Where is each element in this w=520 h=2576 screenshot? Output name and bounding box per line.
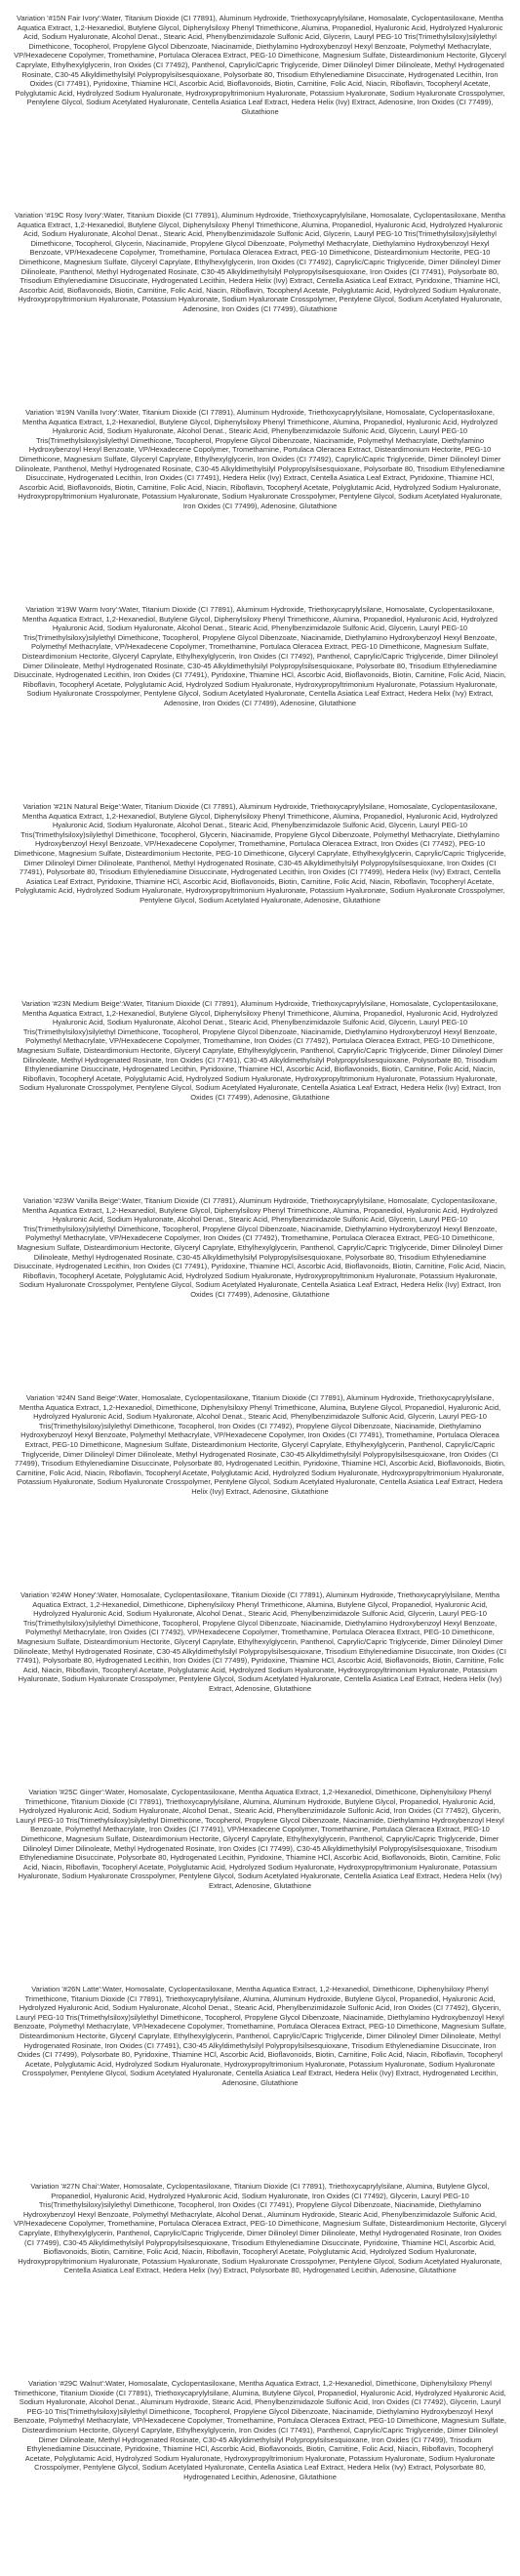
- variation-ingredients-text: Variation '#19W Warm Ivory':Water, Titanium Dioxide (CI 77891), Aluminum Hydroxide, Triethoxycaprylylsilane, Homosalate, Cyclopentasiloxane, Mentha Aquatica Extract, 1,2-Hexanediol, Butylene Glycol, Diphenylsiloxy Phenyl Trimethicone, Alumina, Propanediol, Hyaluronic Acid, Hydrolyzed Hyaluronic Acid, Sodium Hyaluronate, Alcohol Denat., Stearic Acid, Phenylbenzimidazole Sulfonic Acid, Glycerin, Lauryl PEG-10 Tris(Trimethylsiloxy)silylethyl Dimethicone, Tocopherol, Propylene Glycol Dibenzoate, Niacinamide, Diethylamino Hydroxybenzoyl Hexyl Benzoate, Polymethyl Methacrylate, VP/Hexadecene Copolymer, Tromethamine, Portulaca Oleracea Extract, PEG-10 Dimethicone, Magnesium Sulfate, Disteardimonium Hectorite, Glyceryl Caprylate, Ethylhexylglycerin, Iron Oxides (CI 77492), Panthenol, Caprylic/Capric Triglyceride, Dimer Dilinoleyl Dimer Dilinoleate, Methyl Hydrogenated Rosinate, C30-45 Alkyldimethylsilyl Polypropylsilsesquioxane, Polysorbate 80, Trisodium Ethylenediamine Disuccinate, Hydrogenated Lecithin, Iron Oxides (CI 77491), Pyridoxine, Thiamine HCl, Ascorbic Acid, Bioflavonoids, Biotin, Carnitine, Folic Acid, Niacin, Riboflavin, Tocopheryl Acetate, Polyglutamic Acid, Hydrolyzed Sodium Hyaluronate, Hydroxypropyltrimonium Hyaluronate, Potassium Hyaluronate, Sodium Hyaluronate Crosspolymer, Pentylene Glycol, Sodium Acetylated Hyaluronate, Centella Asiatica Leaf Extract, Hedera Helix (Ivy) Extract, Adenosine, Iron Oxides (CI 77499), Adenosine, Glutathione: [14, 605, 506, 707]
- variation-19n-vanilla-ivory: [14, 408, 506, 605]
- variation-21n-natural-beige: [14, 802, 506, 999]
- variation-ingredients-text: Variation '#24N Sand Beige':Water, Homosalate, Cyclopentasiloxane, Titanium Dioxide (CI 77891), Aluminum Hydroxide, Triethoxycaprylylsilane, Mentha Aquatica Extract, 1,2-Hexanediol, Dimethicone, Diphenylsiloxy Phenyl Trimethicone, Alumina, Butylene Glycol, Propanediol, Hyaluronic Acid, Hydrolyzed Hyaluronic Acid, Sodium Hyaluronate, Alcohol Denat., Stearic Acid, Phenylbenzimidazole Sulfonic Acid, Glycerin, Lauryl PEG-10 Tris(Trimethylsiloxy)silylethyl Dimethicone, Tocopherol, Iron Oxides (CI 77492), Propylene Glycol Dibenzoate, Niacinamide, Diethylamino Hydroxybenzoyl Hexyl Benzoate, Polymethyl Methacrylate, VP/Hexadecene Copolymer, Iron Oxides (CI 77491), Tromethamine, Portulaca Oleracea Extract, PEG-10 Dimethicone, Magnesium Sulfate, Disteardimonium Hectorite, Glyceryl Caprylate, Ethylhexylglycerin, Panthenol, Caprylic/Capric Triglyceride, Dimer Dilinoleyl Dimer Dilinoleate, Methyl Hydrogenated Rosinate, C30-45 Alkyldimethylsilyl Polypropylsilsesquioxane, Iron Oxides (CI 77499), Trisodium Ethylenediamine Disuccinate, Polysorbate 80, Hydrogenated Lecithin, Pyridoxine, Thiamine HCl, Ascorbic Acid, Bioflavonoids, Biotin, Carnitine, Folic Acid, Niacin, Riboflavin, Tocopheryl Acetate, Polyglutamic Acid, Hydrolyzed Sodium Hyaluronate, Hydroxypropyltrimonium Hyaluronate, Potassium Hyaluronate, Sodium Hyaluronate Crosspolymer, Pentylene Glycol, Sodium Acetylated Hyaluronate, Centella Asiatica Leaf Extract, Hedera Helix (Ivy) Extract, Adenosine, Glutathione: [14, 1393, 506, 1496]
- variation-23n-medium-beige: [14, 999, 506, 1196]
- variation-ingredients-text: Variation '#21N Natural Beige':Water, Titanium Dioxide (CI 77891), Aluminum Hydroxide, Triethoxycaprylylsilane, Homosalate, Cyclopentasiloxane, Mentha Aquatica Extract, 1,2-Hexanediol, Butylene Glycol, Diphenylsiloxy Phenyl Trimethicone, Alumina, Propanediol, Hyaluronic Acid, Hydrolyzed Hyaluronic Acid, Sodium Hyaluronate, Alcohol Denat., Stearic Acid, Phenylbenzimidazole Sulfonic Acid, Glycerin, Lauryl PEG-10 Tris(Trimethylsiloxy)silylethyl Dimethicone, Tocopherol, Glycerin, Niacinamide, Propylene Glycol Dibenzoate, Polymethyl Methacrylate, Diethylamino Hydroxybenzoyl Hexyl Benzoate, VP/Hexadecene Copolymer, Tromethamine, Portulaca Oleracea Extract, Iron Oxides (CI 77492), PEG-10 Dimethicone, Magnesium Sulfate, Disteardimonium Hectorite, PEG-10 Dimethicone, Glyceryl Caprylate, Ethylhexylglycerin, Caprylic/Capric Triglyceride, Dimer Dilinoleyl Dimer Dilinoleate, Panthenol, Methyl Hydrogenated Rosinate, C30-45 Alkyldimethylsilyl Polypropylsilsesquioxane, Iron Oxides (CI 77491), Polysorbate 80, Trisodium Ethylenediamine Disuccinate, Hydrogenated Lecithin, Iron Oxides (CI 77499), Hedera Helix (Ivy) Extract, Centella Asiatica Leaf Extract, Pyridoxine, Thiamine HCl, Ascorbic Acid, Bioflavonoids, Biotin, Carnitine, Folic Acid, Niacin, Riboflavin, Tocopheryl Acetate, Polyglutamic Acid, Hydrolyzed Sodium Hyaluronate, Hydroxypropyltrimonium Hyaluronate, Potassium Hyaluronate, Sodium Hyaluronate Crosspolymer, Pentylene Glycol, Sodium Acetylated Hyaluronate, Adenosine, Glutathione: [14, 802, 506, 905]
- variation-ingredients-text: Variation '#15N Fair Ivory':Water, Titanium Dioxide (CI 77891), Aluminum Hydroxide, Triethoxycaprylylsilane, Homosalate, Cyclopentasiloxane, Mentha Aquatica Extract, 1,2-Hexanediol, Butylene Glycol, Diphenylsiloxy Phenyl Trimethicone, Alumina, Propanediol, Hyaluronic Acid, Hydrolyzed Hyaluronic Acid, Sodium Hyaluronate, Alcohol Denat., Stearic Acid, Phenylbenzimidazole Sulfonic Acid, Glycerin, Lauryl PEG-10 Tris(Trimethylsiloxy)silylethyl Dimethicone, Tocopherol, Propylene Glycol Dibenzoate, Niacinamide, Diethylamino Hydroxybenzoyl Hexyl Benzoate, Polymethyl Methacrylate, VP/Hexadecene Copolymer, Tromethamine, Portulaca Oleracea Extract, PEG-10 Dimethicone, Magnesium Sulfate, Disteardimonium Hectorite, Glyceryl Caprylate, Ethylhexylglycerin, Iron Oxides (CI 77492), Panthenol, Caprylic/Capric Triglyceride, Dimer Dilinoleyl Dimer Dilinoleate, Methyl Hydrogenated Rosinate, C30-45 Alkyldimethylsilyl Polypropylsilsesquioxane, Polysorbate 80, Trisodium Ethylenediamine Disuccinate, Hydrogenated Lecithin, Iron Oxides (CI 77491), Pyridoxine, Thiamine HCl, Ascorbic Acid, Bioflavonoids, Biotin, Carnitine, Folic Acid, Niacin, Riboflavin, Tocopheryl Acetate, Polyglutamic Acid, Hydrolyzed Sodium Hyaluronate, Hydroxypropyltrimonium Hyaluronate, Potassium Hyaluronate, Sodium Hyaluronate Crosspolymer, Pentylene Glycol, Sodium Acetylated Hyaluronate, Centella Asiatica Leaf Extract, Hedera Helix (Ivy) Extract, Adenosine, Iron Oxides (CI 77499), Glutathione: [14, 14, 506, 116]
- variation-ingredients-text: Variation '#19N Vanilla Ivory':Water, Titanium Dioxide (CI 77891), Aluminum Hydroxide, Triethoxycaprylylsilane, Homosalate, Cyclopentasiloxane, Mentha Aquatica Extract, 1,2-Hexanediol, Butylene Glycol, Diphenylsiloxy Phenyl Trimethicone, Alumina, Propanediol, Hyaluronic Acid, Hydrolyzed Hyaluronic Acid, Sodium Hyaluronate, Alcohol Denat., Stearic Acid, Phenylbenzimidazole Sulfonic Acid, Glycerin, Lauryl PEG-10 Tris(Trimethylsiloxy)silylethyl Dimethicone, Tocopherol, Propylene Glycol Dibenzoate, Niacinamide, Polymethyl Methacrylate, Diethylamino Hydroxybenzoyl Hexyl Benzoate, VP/Hexadecene Copolymer, Tromethamine, Portulaca Oleracea Extract, Disteardimonium Hectorite, PEG-10 Dimethicone, Magnesium Sulfate, Glyceryl Caprylate, Ethylhexylglycerin, Iron Oxides (CI 77492), Caprylic/Capric Triglyceride, Dimer Dilinoleyl Dimer Dilinoleate, Panthenol, Methyl Hydrogenated Rosinate, C30-45 Alkyldimethylsilyl Polypropylsilsesquioxane, Polysorbate 80, Trisodium Ethylenediamine Disuccinate, Hydrogenated Lecithin, Iron Oxides (CI 77491), Hedera Helix (Ivy) Extract, Centella Asiatica Leaf Extract, Pyridoxine, Thiamine HCl, Ascorbic Acid, Bioflavonoids, Biotin, Carnitine, Folic Acid, Niacin, Riboflavin, Tocopheryl Acetate, Polyglutamic Acid, Hydrolyzed Sodium Hyaluronate, Hydroxypropyltrimonium Hyaluronate, Potassium Hyaluronate, Sodium Hyaluronate Crosspolymer, Pentylene Glycol, Sodium Acetylated Hyaluronate, Iron Oxides (CI 77499), Adenosine, Glutathione: [15, 408, 505, 510]
- variation-26n-latte: [14, 1985, 506, 2182]
- variation-ingredients-text: Variation '#25C Ginger':Water, Homosalate, Cyclopentasiloxane, Mentha Aquatica Extract, 1,2-Hexanediol, Dimethicone, Diphenylsiloxy Phenyl Trimethicone, Titanium Dioxide (CI 77891), Triethoxycaprylylsilane, Alumina, Aluminum Hydroxide, Butylene Glycol, Propanediol, Hyaluronic Acid, Hydrolyzed Hyaluronic Acid, Sodium Hyaluronate, Alcohol Denat., Stearic Acid, Phenylbenzimidazole Sulfonic Acid, Iron Oxides (CI 77492), Glycerin, Lauryl PEG-10 Tris(Trimethylsiloxy)silylethyl Dimethicone, Tocopherol, Propylene Glycol Dibenzoate, Niacinamide, Diethylamino Hydroxybenzoyl Hexyl Benzoate, Polymethyl Methacrylate, Iron Oxides (CI 77491), VP/Hexadecene Copolymer, Tromethamine, Portulaca Oleracea Extract, PEG-10 Dimethicone, Magnesium Sulfate, Disteardimonium Hectorite, Glyceryl Caprylate, Ethylhexylglycerin, Panthenol, Caprylic/Capric Triglyceride, Dimer Dilinoleyl Dimer Dilinoleate, Methyl Hydrogenated Rosinate, Iron Oxides (CI 77499), C30-45 Alkyldimethylsilyl Polypropylsilsesquioxane, Trisodium Ethylenediamine Disuccinate, Polysorbate 80, Hydrogenated Lecithin, Pyridoxine, Thiamine HCl, Ascorbic Acid, Bioflavonoids, Biotin, Carnitine, Folic Acid, Niacin, Riboflavin, Tocopheryl Acetate, Polyglutamic Acid, Hydrolyzed Sodium Hyaluronate, Hydroxypropyltrimonium Hyaluronate, Potassium Hyaluronate, Sodium Hyaluronate Crosspolymer, Pentylene Glycol, Sodium Acetylated Hyaluronate, Centella Asiatica Leaf Extract, Hedera Helix (Ivy) Extract, Adenosine, Glutathione: [16, 1788, 504, 1890]
- variation-19c-rosy-ivory: [14, 211, 506, 408]
- variation-25c-ginger: [14, 1788, 506, 1985]
- variation-ingredients-text: Variation '#23N Medium Beige':Water, Titanium Dioxide (CI 77891), Aluminum Hydroxide, Triethoxycaprylylsilane, Homosalate, Cyclopentasiloxane, Mentha Aquatica Extract, 1,2-Hexanediol, Butylene Glycol, Diphenylsiloxy Phenyl Trimethicone, Alumina, Propanediol, Hyaluronic Acid, Hydrolyzed Hyaluronic Acid, Sodium Hyaluronate, Alcohol Denat., Stearic Acid, Phenylbenzimidazole Sulfonic Acid, Glycerin, Lauryl PEG-10 Tris(Trimethylsiloxy)silylethyl Dimethicone, Tocopherol, Propylene Glycol Dibenzoate, Niacinamide, Diethylamino Hydroxybenzoyl Hexyl Benzoate, Polymethyl Methacrylate, VP/Hexadecene Copolymer, Tromethamine, Iron Oxides (CI 77492), Portulaca Oleracea Extract, PEG-10 Dimethicone, Magnesium Sulfate, Disteardimonium Hectorite, Glyceryl Caprylate, Ethylhexylglycerin, Panthenol, Caprylic/Capric Triglyceride, Dimer Dilinoleyl Dimer Dilinoleate, Methyl Hydrogenated Rosinate, Iron Oxides (CI 77491), C30-45 Alkyldimethylsilyl Polypropylsilsesquioxane, Polysorbate 80, Trisodium Ethylenediamine Disuccinate, Hydrogenated Lecithin, Pyridoxine, Thiamine HCl, Ascorbic Acid, Bioflavonoids, Biotin, Carnitine, Folic Acid, Niacin, Riboflavin, Tocopheryl Acetate, Polyglutamic Acid, Hydrolyzed Sodium Hyaluronate, Hydroxypropyltrimonium Hyaluronate, Potassium Hyaluronate, Sodium Hyaluronate Crosspolymer, Pentylene Glycol, Sodium Acetylated Hyaluronate, Centella Asiatica Leaf Extract, Hedera Helix (Ivy) Extract, Iron Oxides (CI 77499), Adenosine, Glutathione: [17, 999, 503, 1102]
- variation-ingredients-text: Variation '#29C Walnut':Water, Homosalate, Cyclopentasiloxane, Mentha Aquatica Extract, 1,2-Hexanediol, Dimethicone, Diphenylsiloxy Phenyl Trimethicone, Titanium Dioxide (CI 77891), Triethoxycaprylylsilane, Alumina, Butylene Glycol, Propanediol, Hyaluronic Acid, Hydrolyzed Hyaluronic Acid, Sodium Hyaluronate, Alcohol Denat., Aluminum Hydroxide, Stearic Acid, Phenylbenzimidazole Sulfonic Acid, Iron Oxides (CI 77492), Glycerin, Lauryl PEG-10 Tris(Trimethylsiloxy)silylethyl Dimethicone, Tocopherol, Propylene Glycol Dibenzoate, Niacinamide, Diethylamino Hydroxybenzoyl Hexyl Benzoate, Polymethyl Methacrylate, VP/Hexadecene Copolymer, Tromethamine, Portulaca Oleracea Extract, PEG-10 Dimethicone, Magnesium Sulfate, Disteardimonium Hectorite, Glyceryl Caprylate, Ethylhexylglycerin, Iron Oxides (CI 77491), Panthenol, Caprylic/Capric Triglyceride, Dimer Dilinoleyl Dimer Dilinoleate, Methyl Hydrogenated Rosinate, C30-45 Alkyldimethylsilyl Polypropylsilsesquioxane, Iron Oxides (CI 77499), Trisodium Ethylenediamine Disuccinate, Pyridoxine, Thiamine HCl, Ascorbic Acid, Bioflavonoids, Biotin, Carnitine, Folic Acid, Niacin, Riboflavin, Tocopheryl Acetate, Polyglutamic Acid, Hydrolyzed Sodium Hyaluronate, Hydroxypropyltrimonium Hyaluronate, Potassium Hyaluronate, Sodium Hyaluronate Crosspolymer, Pentylene Glycol, Sodium Acetylated Hyaluronate, Centella Asiatica Leaf Extract, Hedera Helix (Ivy) Extract, Polysorbate 80, Hydrogenated Lecithin, Adenosine, Glutathione: [14, 2379, 506, 2481]
- variation-29c-walnut: [14, 2379, 506, 2576]
- variation-23w-vanilla-beige: [14, 1196, 506, 1393]
- variation-19w-warm-ivory: [14, 605, 506, 802]
- variation-ingredients-text: Variation '#26N Latte':Water, Homosalate, Cyclopentasiloxane, Mentha Aquatica Extract, 1,2-Hexanediol, Dimethicone, Diphenylsiloxy Phenyl Trimethicone, Titanium Dioxide (CI 77891), Triethoxycaprylylsilane, Alumina, Aluminum Hydroxide, Butylene Glycol, Propanediol, Hyaluronic Acid, Hydrolyzed Hyaluronic Acid, Sodium Hyaluronate, Alcohol Denat., Stearic Acid, Phenylbenzimidazole Sulfonic Acid, Iron Oxides (CI 77492), Glycerin, Lauryl PEG-10 Tris(Trimethylsiloxy)silylethyl Dimethicone, Tocopherol, Propylene Glycol Dibenzoate, Niacinamide, Diethylamino Hydroxybenzoyl Hexyl Benzoate, Polymethyl Methacrylate, VP/Hexadecene Copolymer, Tromethamine, Portulaca Oleracea Extract, PEG-10 Dimethicone, Magnesium Sulfate, Disteardimonium Hectorite, Glyceryl Caprylate, Ethylhexylglycerin, Panthenol, Caprylic/Capric Triglyceride, Dimer Dilinoleyl Dimer Dilinoleate, Methyl Hydrogenated Rosinate, Iron Oxides (CI 77491), C30-45 Alkyldimethylsilyl Polypropylsilsesquioxane, Trisodium Ethylenediamine Disuccinate, Iron Oxides (CI 77499), Polysorbate 80, Pyridoxine, Thiamine HCl, Ascorbic Acid, Bioflavonoids, Biotin, Carnitine, Folic Acid, Niacin, Riboflavin, Tocopheryl Acetate, Polyglutamic Acid, Hydrolyzed Sodium Hyaluronate, Hydroxypropyltrimonium Hyaluronate, Potassium Hyaluronate, Sodium Hyaluronate Crosspolymer, Pentylene Glycol, Sodium Acetylated Hyaluronate, Centella Asiatica Leaf Extract, Hedera Helix (Ivy) Extract, Hydrogenated Lecithin, Adenosine, Glutathione: [14, 1985, 506, 2087]
- variation-ingredients-text: Variation '#23W Vanilla Beige':Water, Titanium Dioxide (CI 77891), Aluminum Hydroxide, Triethoxycaprylylsilane, Homosalate, Cyclopentasiloxane, Mentha Aquatica Extract, 1,2-Hexanediol, Butylene Glycol, Diphenylsiloxy Phenyl Trimethicone, Alumina, Propanediol, Hyaluronic Acid, Hydrolyzed Hyaluronic Acid, Sodium Hyaluronate, Alcohol Denat., Stearic Acid, Phenylbenzimidazole Sulfonic Acid, Glycerin, Lauryl PEG-10 Tris(Trimethylsiloxy)silylethyl Dimethicone, Tocopherol, Propylene Glycol Dibenzoate, Niacinamide, Diethylamino Hydroxybenzoyl Hexyl Benzoate, Polymethyl Methacrylate, VP/Hexadecene Copolymer, Iron Oxides (CI 77492), Tromethamine, Portulaca Oleracea Extract, PEG-10 Dimethicone, Magnesium Sulfate, Disteardimonium Hectorite, Glyceryl Caprylate, Ethylhexylglycerin, Panthenol, Caprylic/Capric Triglyceride, Dimer Dilinoleyl Dimer Dilinoleate, Methyl Hydrogenated Rosinate, C30-45 Alkyldimethylsilyl Polypropylsilsesquioxane, Polysorbate 80, Trisodium Ethylenediamine Disuccinate, Hydrogenated Lecithin, Iron Oxides (CI 77491), Pyridoxine, Thiamine HCl, Ascorbic Acid, Bioflavonoids, Biotin, Carnitine, Folic Acid, Niacin, Riboflavin, Tocopheryl Acetate, Polyglutamic Acid, Hydrolyzed Sodium Hyaluronate, Hydroxypropyltrimonium Hyaluronate, Potassium Hyaluronate, Sodium Hyaluronate Crosspolymer, Pentylene Glycol, Sodium Acetylated Hyaluronate, Centella Asiatica Leaf Extract, Hedera Helix (Ivy) Extract, Iron Oxides (CI 77499), Adenosine, Glutathione: [14, 1196, 506, 1299]
- variation-ingredients-text: Variation '#27N Chai':Water, Homosalate, Cyclopentasiloxane, Titanium Dioxide (CI 77891), Triethoxycaprylylsilane, Alumina, Butylene Glycol, Propanediol, Hyaluronic Acid, Hydrolyzed Hyaluronic Acid, Sodium Hyaluronate, Iron Oxides (CI 77492), Glycerin, Lauryl PEG-10 Tris(Trimethylsiloxy)silylethyl Dimethicone, Tocopherol, Iron Oxides (CI 77491), Propylene Glycol Dibenzoate, Niacinamide, Diethylamino Hydroxybenzoyl Hexyl Benzoate, Polymethyl Methacrylate, Alcohol Denat., Aluminum Hydroxide, Stearic Acid, Phenylbenzimidazole Sulfonic Acid, VP/Hexadecene Copolymer, Tromethamine, Portulaca Oleracea Extract, PEG-10 Dimethicone, Magnesium Sulfate, Disteardimonium Hectorite, Glyceryl Caprylate, Ethylhexylglycerin, Panthenol, Caprylic/Capric Triglyceride, Dimer Dilinoleyl Dimer Dilinoleate, Methyl Hydrogenated Rosinate, Iron Oxides (CI 77499), C30-45 Alkyldimethylsilyl Polypropylsilsesquioxane, Trisodium Ethylenediamine Disuccinate, Pyridoxine, Thiamine HCl, Ascorbic Acid, Bioflavonoids, Biotin, Carnitine, Folic Acid, Niacin, Riboflavin, Tocopheryl Acetate, Polyglutamic Acid, Hydrolyzed Sodium Hyaluronate, Hydroxypropyltrimonium Hyaluronate, Potassium Hyaluronate, Sodium Hyaluronate Crosspolymer, Pentylene Glycol, Sodium Acetylated Hyaluronate, Centella Asiatica Leaf Extract, Hedera Helix (Ivy) Extract, Polysorbate 80, Hydrogenated Lecithin, Adenosine, Glutathione: [14, 2182, 506, 2275]
- variation-24w-honey: [14, 1590, 506, 1788]
- variation-24n-sand-beige: [14, 1393, 506, 1590]
- variation-27n-chai: [14, 2182, 506, 2379]
- variation-ingredients-text: Variation '#19C Rosy Ivory':Water, Titanium Dioxide (CI 77891), Aluminum Hydroxide, Triethoxycaprylylsilane, Homosalate, Cyclopentasiloxane, Mentha Aquatica Extract, 1,2-Hexanediol, Butylene Glycol, Diphenylsiloxy Phenyl Trimethicone, Alumina, Propanediol, Hyaluronic Acid, Hydrolyzed Hyaluronic Acid, Sodium Hyaluronate, Alcohol Denat., Stearic Acid, Phenylbenzimidazole Sulfonic Acid, Glycerin, Lauryl PEG-10 Tris(Trimethylsiloxy)silylethyl Dimethicone, Tocopherol, Glycerin, Niacinamide, Propylene Glycol Dibenzoate, Polymethyl Methacrylate, Diethylamino Hydroxybenzoyl Hexyl Benzoate, VP/Hexadecene Copolymer, Tromethamine, Portulaca Oleracea Extract, PEG-10 Dimethicone, Disteardimonium Hectorite, PEG-10 Dimethicone, Magnesium Sulfate, Glyceryl Caprylate, Ethylhexylglycerin, Iron Oxides (CI 77492), Caprylic/Capric Triglyceride, Dimer Dilinoleyl Dimer Dilinoleate, Panthenol, Methyl Hydrogenated Rosinate, C30-45 Alkyldimethylsilyl Polypropylsilsesquioxane, Iron Oxides (CI 77491), Polysorbate 80, Trisodium Ethylenediamine Disuccinate, Hydrogenated Lecithin, Hedera Helix (Ivy) Extract, Centella Asiatica Leaf Extract, Pyridoxine, Thiamine HCl, Ascorbic Acid, Bioflavonoids, Biotin, Carnitine, Folic Acid, Niacin, Riboflavin, Tocopheryl Acetate, Polyglutamic Acid, Hydrolyzed Sodium Hyaluronate, Hydroxypropyltrimonium Hyaluronate, Potassium Hyaluronate, Sodium Hyaluronate Crosspolymer, Pentylene Glycol, Sodium Acetylated Hyaluronate, Adenosine, Iron Oxides (CI 77499), Glutathione: [14, 211, 506, 313]
- variation-15n-fair-ivory: [14, 14, 506, 211]
- variation-ingredients-text: Variation '#24W Honey':Water, Homosalate, Cyclopentasiloxane, Titanium Dioxide (CI 77891), Aluminum Hydroxide, Triethoxycaprylylsilane, Mentha Aquatica Extract, 1,2-Hexanediol, Dimethicone, Diphenylsiloxy Phenyl Trimethicone, Alumina, Butylene Glycol, Propanediol, Hyaluronic Acid, Hydrolyzed Hyaluronic Acid, Sodium Hyaluronate, Alcohol Denat., Stearic Acid, Phenylbenzimidazole Sulfonic Acid, Glycerin, Lauryl PEG-10 Tris(Trimethylsiloxy)silylethyl Dimethicone, Tocopherol, Propylene Glycol Dibenzoate, Niacinamide, Diethylamino Hydroxybenzoyl Hexyl Benzoate, Polymethyl Methacrylate, Iron Oxides (CI 77492), VP/Hexadecene Copolymer, Tromethamine, Portulaca Oleracea Extract, PEG-10 Dimethicone, Magnesium Sulfate, Disteardimonium Hectorite, Glyceryl Caprylate, Ethylhexylglycerin, Panthenol, Caprylic/Capric Triglyceride, Dimer Dilinoleyl Dimer Dilinoleate, Methyl Hydrogenated Rosinate, C30-45 Alkyldimethylsilyl Polypropylsilsesquioxane, Trisodium Ethylenediamine Disuccinate, Iron Oxides (CI 77491), Polysorbate 80, Hydrogenated Lecithin, Iron Oxides (CI 77499), Pyridoxine, Thiamine HCl, Ascorbic Acid, Bioflavonoids, Biotin, Carnitine, Folic Acid, Niacin, Riboflavin, Tocopheryl Acetate, Polyglutamic Acid, Hydrolyzed Sodium Hyaluronate, Hydroxypropyltrimonium Hyaluronate, Potassium Hyaluronate, Sodium Hyaluronate Crosspolymer, Pentylene Glycol, Sodium Acetylated Hyaluronate, Centella Asiatica Leaf Extract, Hedera Helix (Ivy) Extract, Adenosine, Glutathione: [14, 1590, 506, 1693]
